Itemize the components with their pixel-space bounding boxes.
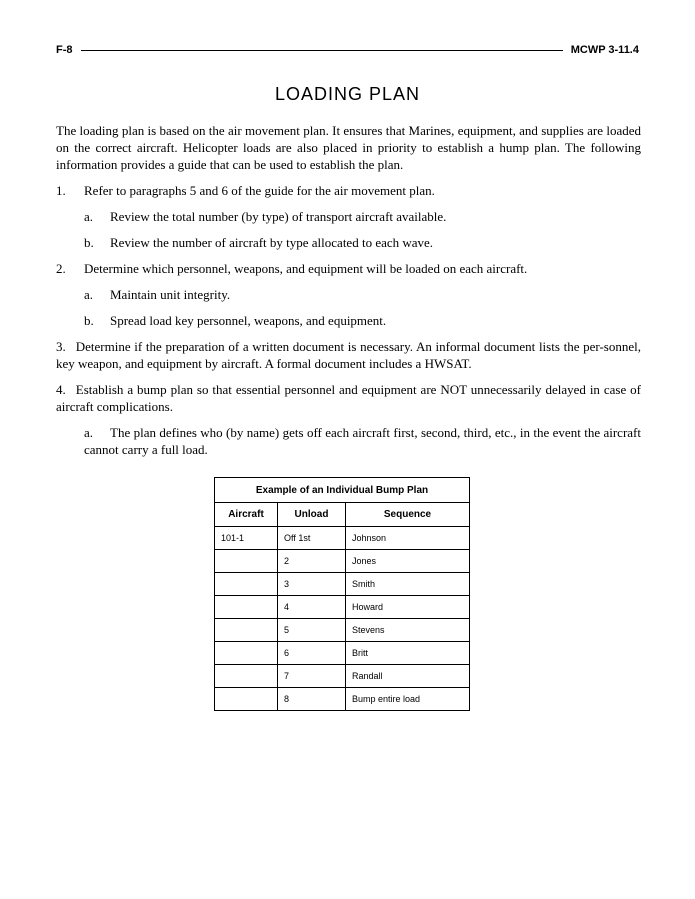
- bump-plan-table: [214, 477, 470, 711]
- intro-paragraph: The loading plan is based on the air movement plan. It ensures that Marines, equipment, and supplies are loaded on the correct aircraft. Helicopter loads are also placed in priority to establish a hump plan. The following information provides a guide that can be used to establish the plan.: [56, 123, 641, 172]
- sub-item: [56, 312, 641, 329]
- table-row: [215, 665, 470, 688]
- column-header-aircraft: Aircraft: [215, 503, 278, 527]
- item-text: Establish a bump plan so that essential personnel and equipment are NOT unnecessarily delayed in case of aircraft complications.: [56, 382, 641, 414]
- unload-cell: 3: [278, 573, 346, 596]
- table-row: [215, 596, 470, 619]
- aircraft-cell: [215, 665, 278, 688]
- item-number: 4.: [56, 382, 66, 397]
- item-text: Refer to paragraphs 5 and 6 of the guide for the air movement plan.: [84, 183, 435, 198]
- sequence-cell: Johnson: [346, 527, 470, 550]
- publication-id: MCWP 3-11.4: [570, 44, 639, 56]
- unload-cell: 2: [278, 550, 346, 573]
- sequence-cell: Randall: [346, 665, 470, 688]
- item-number: 2.: [56, 261, 66, 276]
- body-text: [56, 122, 641, 467]
- item-number: 3.: [56, 339, 66, 354]
- aircraft-cell: [215, 550, 278, 573]
- item-number: b.: [84, 235, 94, 250]
- sub-item: [56, 424, 641, 458]
- sub-item: [56, 286, 641, 303]
- item-number: a.: [84, 287, 94, 302]
- page-title: LOADING PLAN: [274, 84, 421, 104]
- page-number: F-8: [56, 44, 73, 56]
- sequence-cell: Jones: [346, 550, 470, 573]
- sequence-cell: Stevens: [346, 619, 470, 642]
- list-item: [56, 381, 641, 415]
- running-header: [56, 42, 639, 58]
- unload-cell: 8: [278, 688, 346, 711]
- sub-item: [56, 234, 641, 251]
- table-caption: Example of an Individual Bump Plan: [215, 478, 470, 503]
- list-item: [56, 182, 641, 199]
- aircraft-cell: [215, 619, 278, 642]
- table-row: [215, 688, 470, 711]
- table-row: [215, 573, 470, 596]
- header-rule: [81, 50, 563, 51]
- item-number: a.: [84, 209, 94, 224]
- item-number: a.: [84, 425, 94, 440]
- sequence-cell: Bump entire load: [346, 688, 470, 711]
- item-text: Review the total number (by type) of transport aircraft available.: [110, 209, 447, 224]
- table-row: [215, 642, 470, 665]
- item-text: The plan defines who (by name) gets off each aircraft first, second, third, etc., in the event the aircraft cannot carry a full load.: [84, 425, 641, 457]
- item-number: b.: [84, 313, 94, 328]
- table-row: [215, 527, 470, 550]
- aircraft-cell: [215, 642, 278, 665]
- aircraft-cell: [215, 688, 278, 711]
- aircraft-cell: [215, 573, 278, 596]
- item-text: Review the number of aircraft by type allocated to each wave.: [110, 235, 434, 250]
- sequence-cell: Britt: [346, 642, 470, 665]
- unload-cell: 7: [278, 665, 346, 688]
- unload-cell: 5: [278, 619, 346, 642]
- item-text: Maintain unit integrity.: [110, 287, 231, 302]
- column-header-unload: Unload: [278, 503, 346, 527]
- item-text: Determine if the preparation of a written document is necessary. An informal document lists the per-sonnel, key weapon, and equipment by aircraft. A formal document includes a HWSAT.: [56, 339, 641, 371]
- sub-item: [56, 208, 641, 225]
- aircraft-cell: [215, 596, 278, 619]
- aircraft-cell: 101-1: [215, 527, 278, 550]
- list-item: [56, 260, 641, 277]
- sequence-cell: Howard: [346, 596, 470, 619]
- table-row: [215, 550, 470, 573]
- unload-cell: Off 1st: [278, 527, 346, 550]
- item-text: Determine which personnel, weapons, and equipment will be loaded on each aircraft.: [84, 261, 528, 276]
- item-number: 1.: [56, 183, 66, 198]
- item-text: Spread load key personnel, weapons, and equipment.: [110, 313, 387, 328]
- sequence-cell: Smith: [346, 573, 470, 596]
- column-header-sequence: Sequence: [346, 503, 470, 527]
- list-item: [56, 338, 641, 372]
- unload-cell: 6: [278, 642, 346, 665]
- table-row: [215, 619, 470, 642]
- unload-cell: 4: [278, 596, 346, 619]
